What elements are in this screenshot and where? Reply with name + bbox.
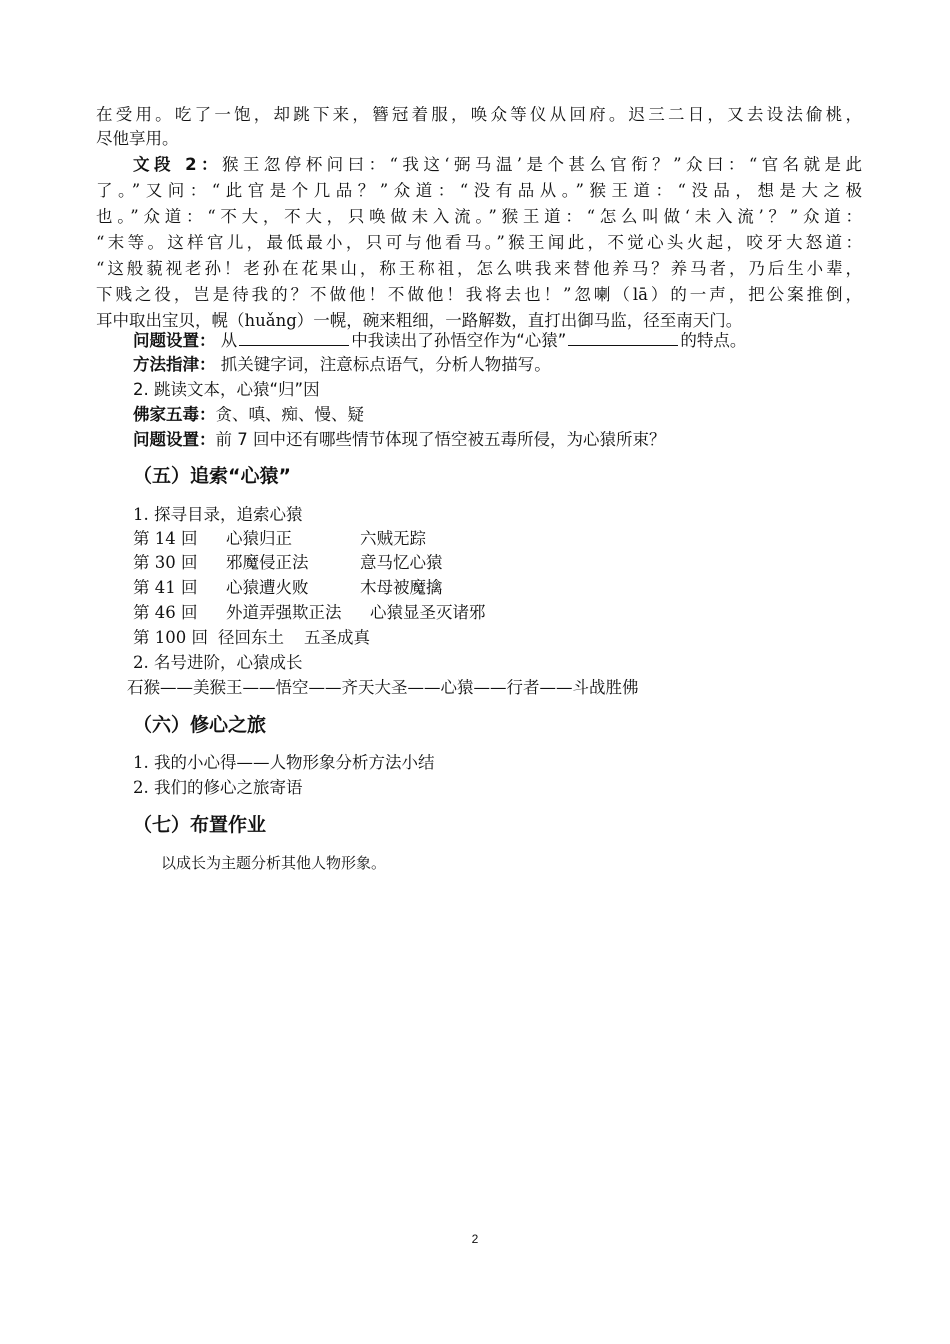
page-number: 2	[471, 1232, 479, 1246]
passage2-line-2: 了。”又问：“此官是个几品？”众道：“没有品从。”猴王道：“没品，想是大之极	[96, 181, 862, 200]
method-line	[133, 353, 551, 377]
section5-item1: 1. 探寻目录，追索心猿	[133, 505, 303, 524]
chapter-title-a: 心猿归正	[226, 529, 292, 548]
homework-text: 以成长为主题分析其他人物形象。	[161, 854, 387, 872]
chapter-title-a: 心猿遭火败	[226, 578, 309, 597]
question2-line	[133, 428, 666, 452]
chapter-title-b: 六贼无踪	[360, 529, 426, 548]
chapter-row-46	[133, 601, 486, 625]
name-progression: 石猴——美猴王——悟空——齐天大圣——心猿——行者——斗战胜佛	[127, 678, 639, 697]
poisons-line	[133, 403, 364, 427]
chapter-title-b: 五圣成真	[304, 628, 370, 647]
passage2-line-6: 下贱之役，岂是待我的？不做他！不做他！我将去也！”忽喇（lā）的一声，把公案推倒，	[96, 285, 862, 304]
chapter-number: 第 46 回	[133, 603, 198, 622]
chapter-row-100	[133, 626, 370, 650]
method-text: 抓关键字词，注意标点语气，分析人物描写。	[220, 355, 551, 374]
chapter-title-a: 外道弄强欺正法	[226, 603, 342, 622]
method-label: 方法指津：	[133, 355, 216, 374]
section7-title: （七）布置作业	[133, 814, 267, 836]
question1	[133, 329, 746, 353]
passage2-line-5: “这般藐视老孙！老孙在花果山，称王称祖，怎么哄我来替他养马？养马者，乃后生小辈，	[96, 259, 862, 278]
question1-part1: 从	[220, 331, 238, 350]
excerpt-line-2: 尽他享用。	[96, 129, 179, 148]
section6-item-1: 1. 我的小心得——人物形象分析方法小结	[133, 753, 435, 772]
question1-label: 问题设置：	[133, 331, 216, 350]
chapter-row-14	[133, 527, 426, 551]
section6-item-2: 2. 我们的修心之旅寄语	[133, 778, 303, 797]
passage2-line-1	[133, 153, 862, 177]
passage2-line-3: 也。”众道：“不大，不大，只唤做未入流。”猴王道：“怎么叫做‘未入流’？”众道：	[96, 207, 862, 226]
section5-title: （五）追索“心猿”	[133, 465, 291, 487]
chapter-number: 第 30 回	[133, 553, 198, 572]
chapter-title-a: 邪魔侵正法	[226, 553, 309, 572]
question2-label: 问题设置：	[133, 430, 216, 449]
chapter-title-a: 径回东土	[218, 628, 284, 647]
answer-blank-2[interactable]	[568, 329, 678, 346]
chapter-title-b: 心猿显圣灭诸邪	[370, 603, 486, 622]
chapter-title-b: 木母被魔擒	[360, 578, 443, 597]
poisons-text: 贪、嗔、痴、慢、疑	[215, 405, 364, 424]
chapter-number: 第 41 回	[133, 578, 198, 597]
skim-line: 2. 跳读文本，心猿“归”因	[133, 380, 320, 399]
chapter-number: 第 100 回	[133, 628, 208, 647]
section6-title: （六）修心之旅	[133, 714, 267, 736]
answer-blank-1[interactable]	[239, 329, 349, 346]
passage2-line-4: “末等。这样官儿，最低最小，只可与他看马。”猴王闻此，不觉心头火起，咬牙大怒道：	[96, 233, 862, 252]
poisons-label: 佛家五毒：	[133, 405, 216, 424]
chapter-row-30	[133, 551, 443, 575]
question2-text: 前 7 回中还有哪些情节体现了悟空被五毒所侵，为心猿所束？	[215, 430, 666, 449]
question1-part3: 的特点。	[680, 331, 747, 350]
passage2-line-7: 耳中取出宝贝，幌（huǎng）一幌，碗来粗细，一路解数，直打出御马监，径至南天门。	[96, 311, 743, 330]
chapter-title-b: 意马忆心猿	[360, 553, 443, 572]
chapter-number: 第 14 回	[133, 529, 198, 548]
passage2-label: 文段 2：	[133, 155, 222, 174]
passage2-text: 猴王忽停杯问曰：“我这‘弼马温’是个甚么官衔？”众曰：“官名就是此	[221, 155, 862, 174]
chapter-row-41	[133, 576, 443, 600]
section5-item2: 2. 名号进阶，心猿成长	[133, 653, 303, 672]
question1-part2: 中我读出了孙悟空作为“心猿”	[351, 331, 567, 350]
excerpt-line-1: 在受用。吃了一饱，却跳下来，簪冠着服，唤众等仪从回府。迟三二日，又去设法偷桃，	[96, 105, 862, 124]
